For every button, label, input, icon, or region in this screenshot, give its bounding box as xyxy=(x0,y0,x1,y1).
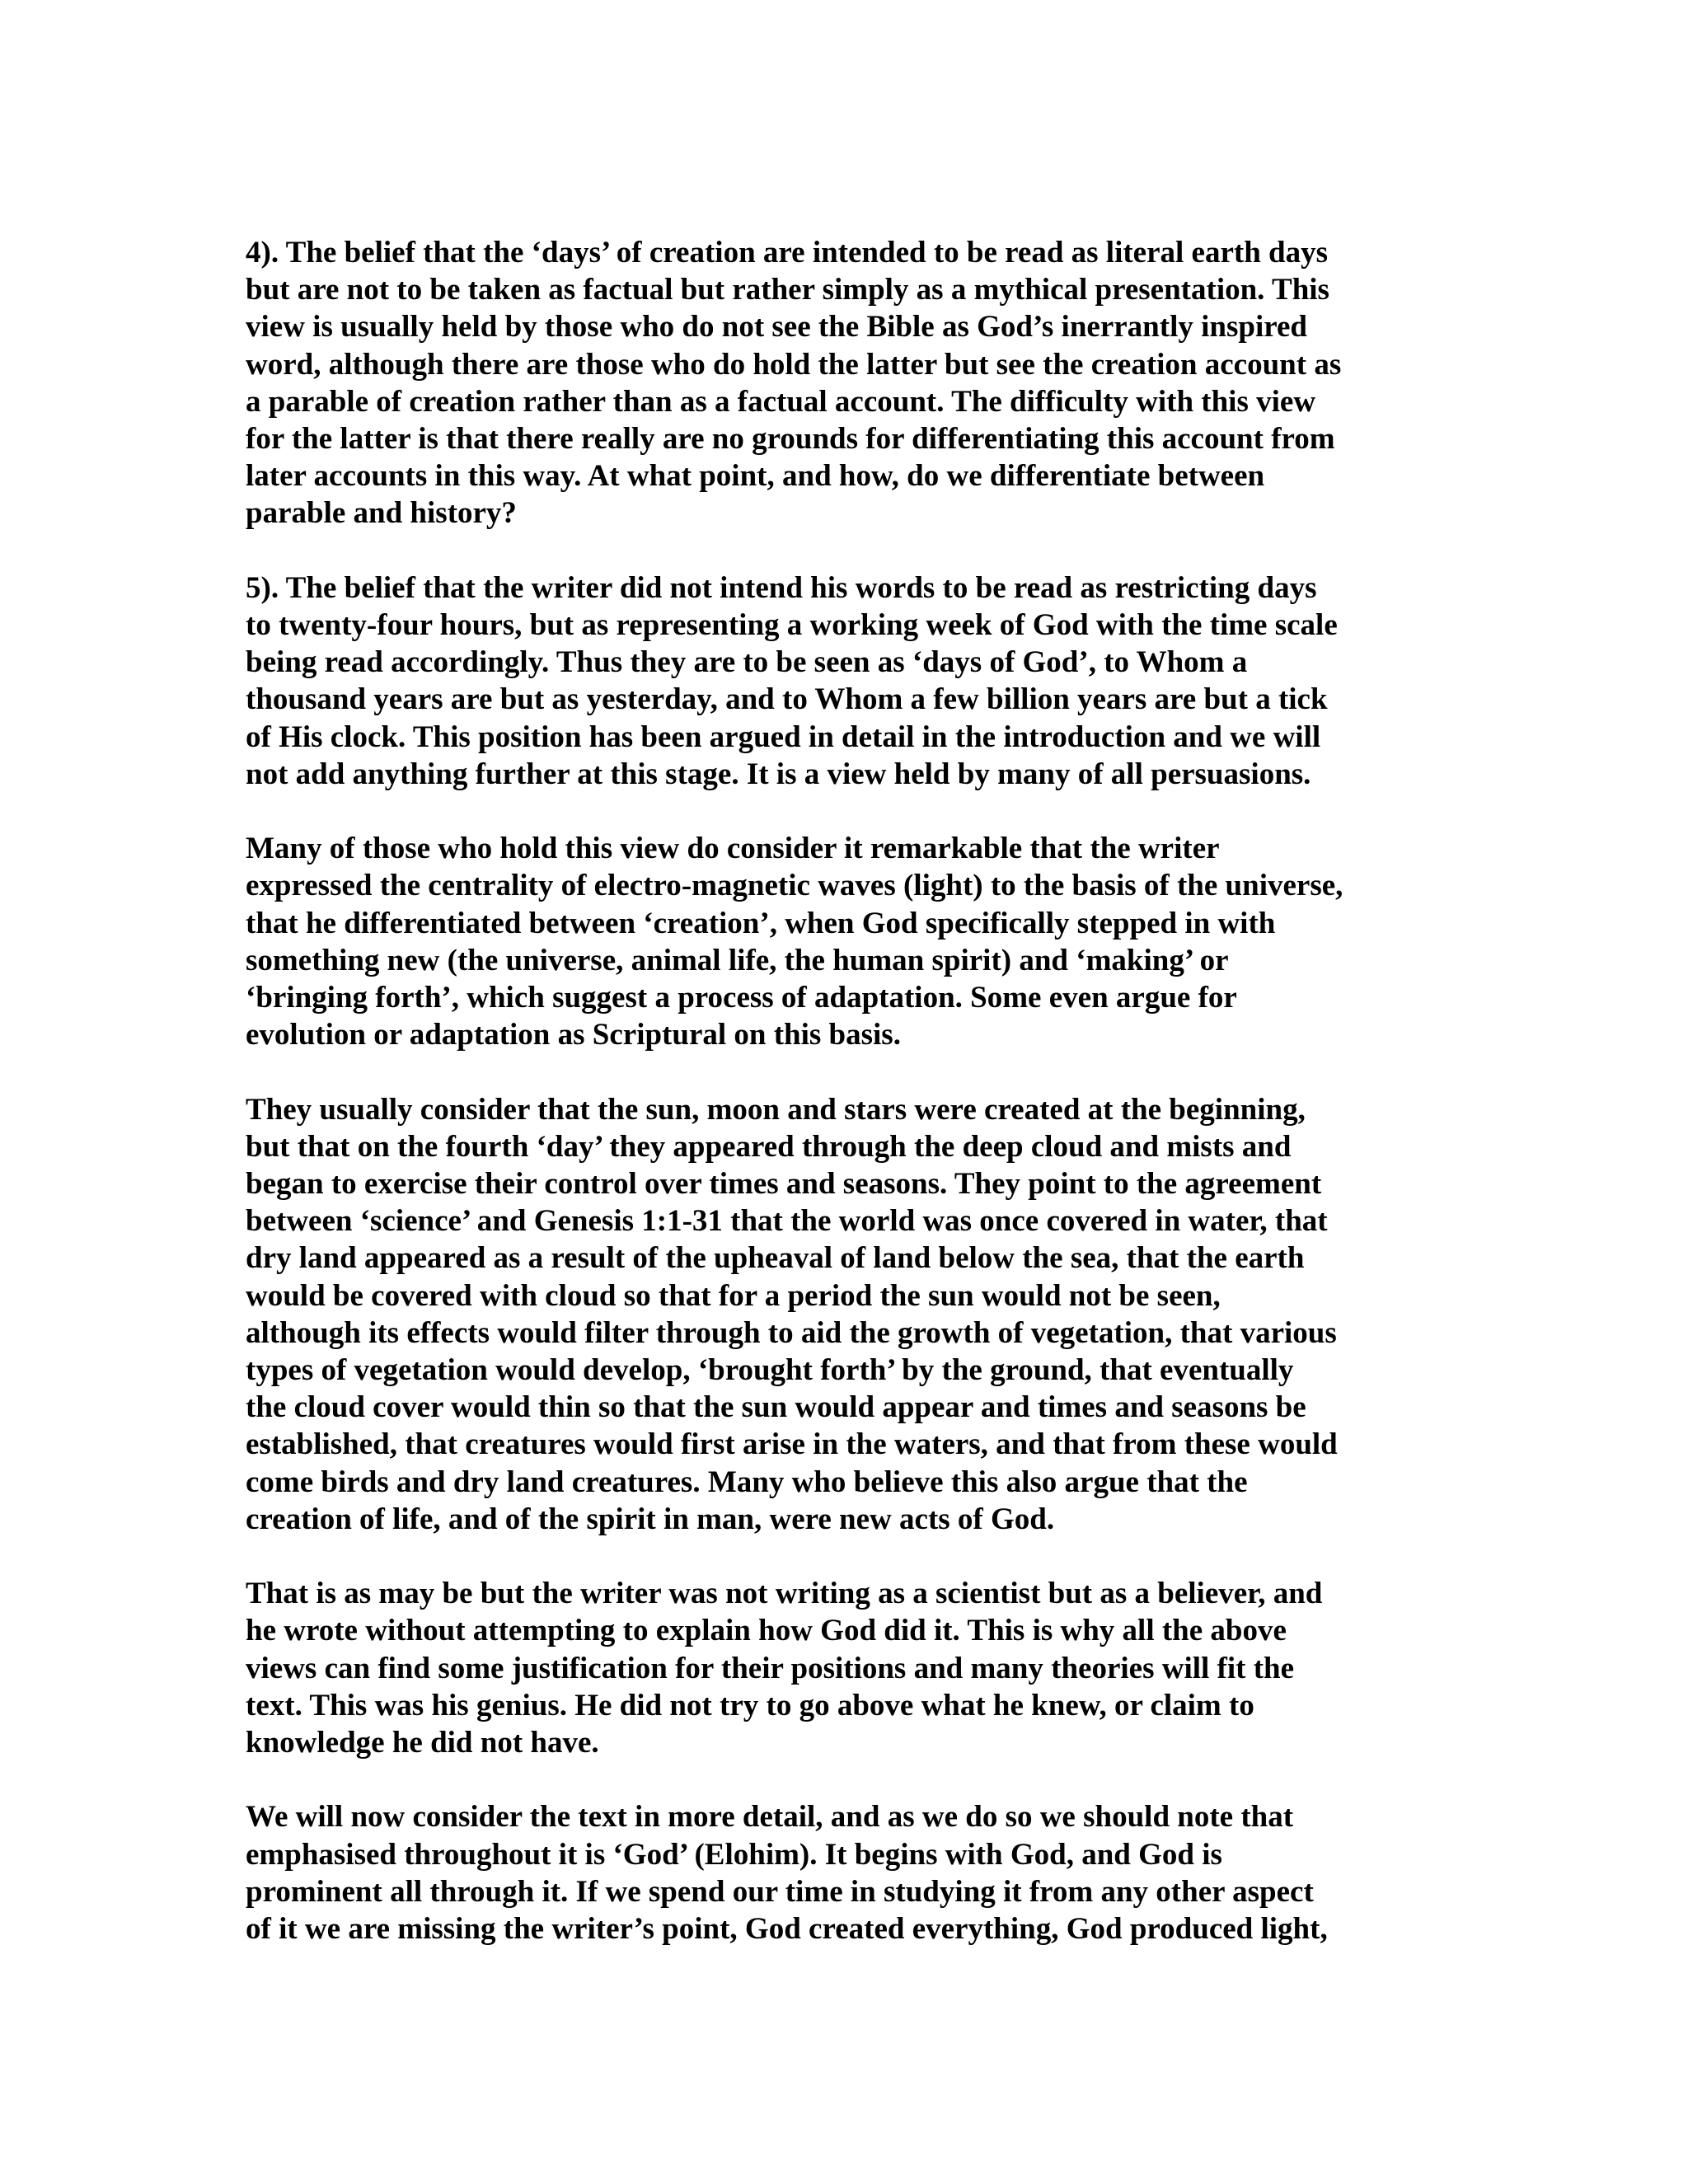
paragraph xyxy=(246,1091,1474,1538)
text-line: would be covered with cloud so that for a period the sun would not be seen, xyxy=(246,1278,1221,1313)
text-line: although its effects would filter through to aid the growth of vegetation, that various xyxy=(246,1315,1337,1350)
text-line: that he differentiated between ‘creation’, when God specifically stepped in with xyxy=(246,906,1276,940)
text-line: but that on the fourth ‘day’ they appeared through the deep cloud and mists and xyxy=(246,1129,1292,1164)
text-line: text. This was his genius. He did not try to go above what he knew, or claim to xyxy=(246,1688,1254,1722)
text-line: dry land appeared as a result of the upheaval of land below the sea, that the earth xyxy=(246,1241,1305,1276)
text-line: word, although there are those who do hold the latter but see the creation account as xyxy=(246,347,1342,382)
text-line: not add anything further at this stage. It is a view held by many of all persuasions. xyxy=(246,757,1311,791)
paragraph xyxy=(246,1798,1474,1947)
text-line: Many of those who hold this view do consider it remarkable that the writer xyxy=(246,832,1220,866)
text-line: They usually consider that the sun, moon and stars were created at the beginning, xyxy=(246,1092,1306,1127)
text-line: We will now consider the text in more detail, and as we do so we should note that xyxy=(246,1800,1294,1835)
text-line: a parable of creation rather than as a factual account. The difficulty with this view xyxy=(246,384,1316,419)
text-line: began to exercise their control over times and seasons. They point to the agreement xyxy=(246,1167,1322,1202)
text-line: of it we are missing the writer’s point, God created everything, God produced light, xyxy=(246,1912,1328,1947)
text-line: something new (the universe, animal life, the human spirit) and ‘making’ or xyxy=(246,943,1229,977)
text-line: That is as may be but the writer was not writing as a scientist but as a believer, and xyxy=(246,1577,1323,1611)
text-line: expressed the centrality of electro-magnetic waves (light) to the basis of the universe, xyxy=(246,869,1343,903)
text-line: emphasised throughout it is ‘God’ (Elohim). It begins with God, and God is xyxy=(246,1837,1222,1872)
text-line: prominent all through it. If we spend our time in studying it from any other aspect xyxy=(246,1874,1314,1909)
text-line: parable and history? xyxy=(246,496,517,531)
text-line: ‘bringing forth’, which suggest a process of adaptation. Some even argue for xyxy=(246,981,1237,1015)
text-line: he wrote without attempting to explain how God did it. This is why all the above xyxy=(246,1614,1287,1648)
text-line: being read accordingly. Thus they are to be seen as ‘days of God’, to Whom a xyxy=(246,645,1248,680)
text-line: creation of life, and of the spirit in man, were new acts of God. xyxy=(246,1502,1055,1536)
text-line: knowledge he did not have. xyxy=(246,1726,599,1760)
text-line: for the latter is that there really are no grounds for differentiating this account from xyxy=(246,422,1335,457)
text-line: 5). The belief that the writer did not intend his words to be read as restricting days xyxy=(246,570,1317,605)
text-line: the cloud cover would thin so that the sun would appear and times and seasons be xyxy=(246,1390,1306,1425)
text-line: established, that creatures would first arise in the waters, and that from these would xyxy=(246,1427,1338,1462)
text-line: view is usually held by those who do not see the Bible as God’s inerrantly inspired xyxy=(246,310,1307,344)
text-line: types of vegetation would develop, ‘brought forth’ by the ground, that eventually xyxy=(246,1353,1294,1388)
text-line: but are not to be taken as factual but rather simply as a mythical presentation. This xyxy=(246,273,1329,307)
paragraph xyxy=(246,830,1474,1053)
text-line: evolution or adaptation as Scriptural on this basis. xyxy=(246,1018,901,1052)
text-line: later accounts in this way. At what point, and how, do we differentiate between xyxy=(246,459,1265,494)
text-line: views can find some justification for their positions and many theories will fit the xyxy=(246,1651,1295,1685)
text-line: thousand years are but as yesterday, and to Whom a few billion years are but a tick xyxy=(246,682,1328,717)
text-line: to twenty-four hours, but as representing a working week of God with the time scale xyxy=(246,608,1338,643)
text-line: between ‘science’ and Genesis 1:1-31 that the world was once covered in water, that xyxy=(246,1204,1328,1239)
text-line: come birds and dry land creatures. Many who believe this also argue that the xyxy=(246,1465,1248,1499)
document-body xyxy=(246,234,1474,1985)
text-line: of His clock. This position has been argued in detail in the introduction and we will xyxy=(246,719,1321,754)
text-line: 4). The belief that the ‘days’ of creation are intended to be read as literal earth days xyxy=(246,236,1329,269)
paragraph xyxy=(246,569,1474,793)
paragraph xyxy=(246,1575,1474,1761)
paragraph xyxy=(246,234,1474,532)
